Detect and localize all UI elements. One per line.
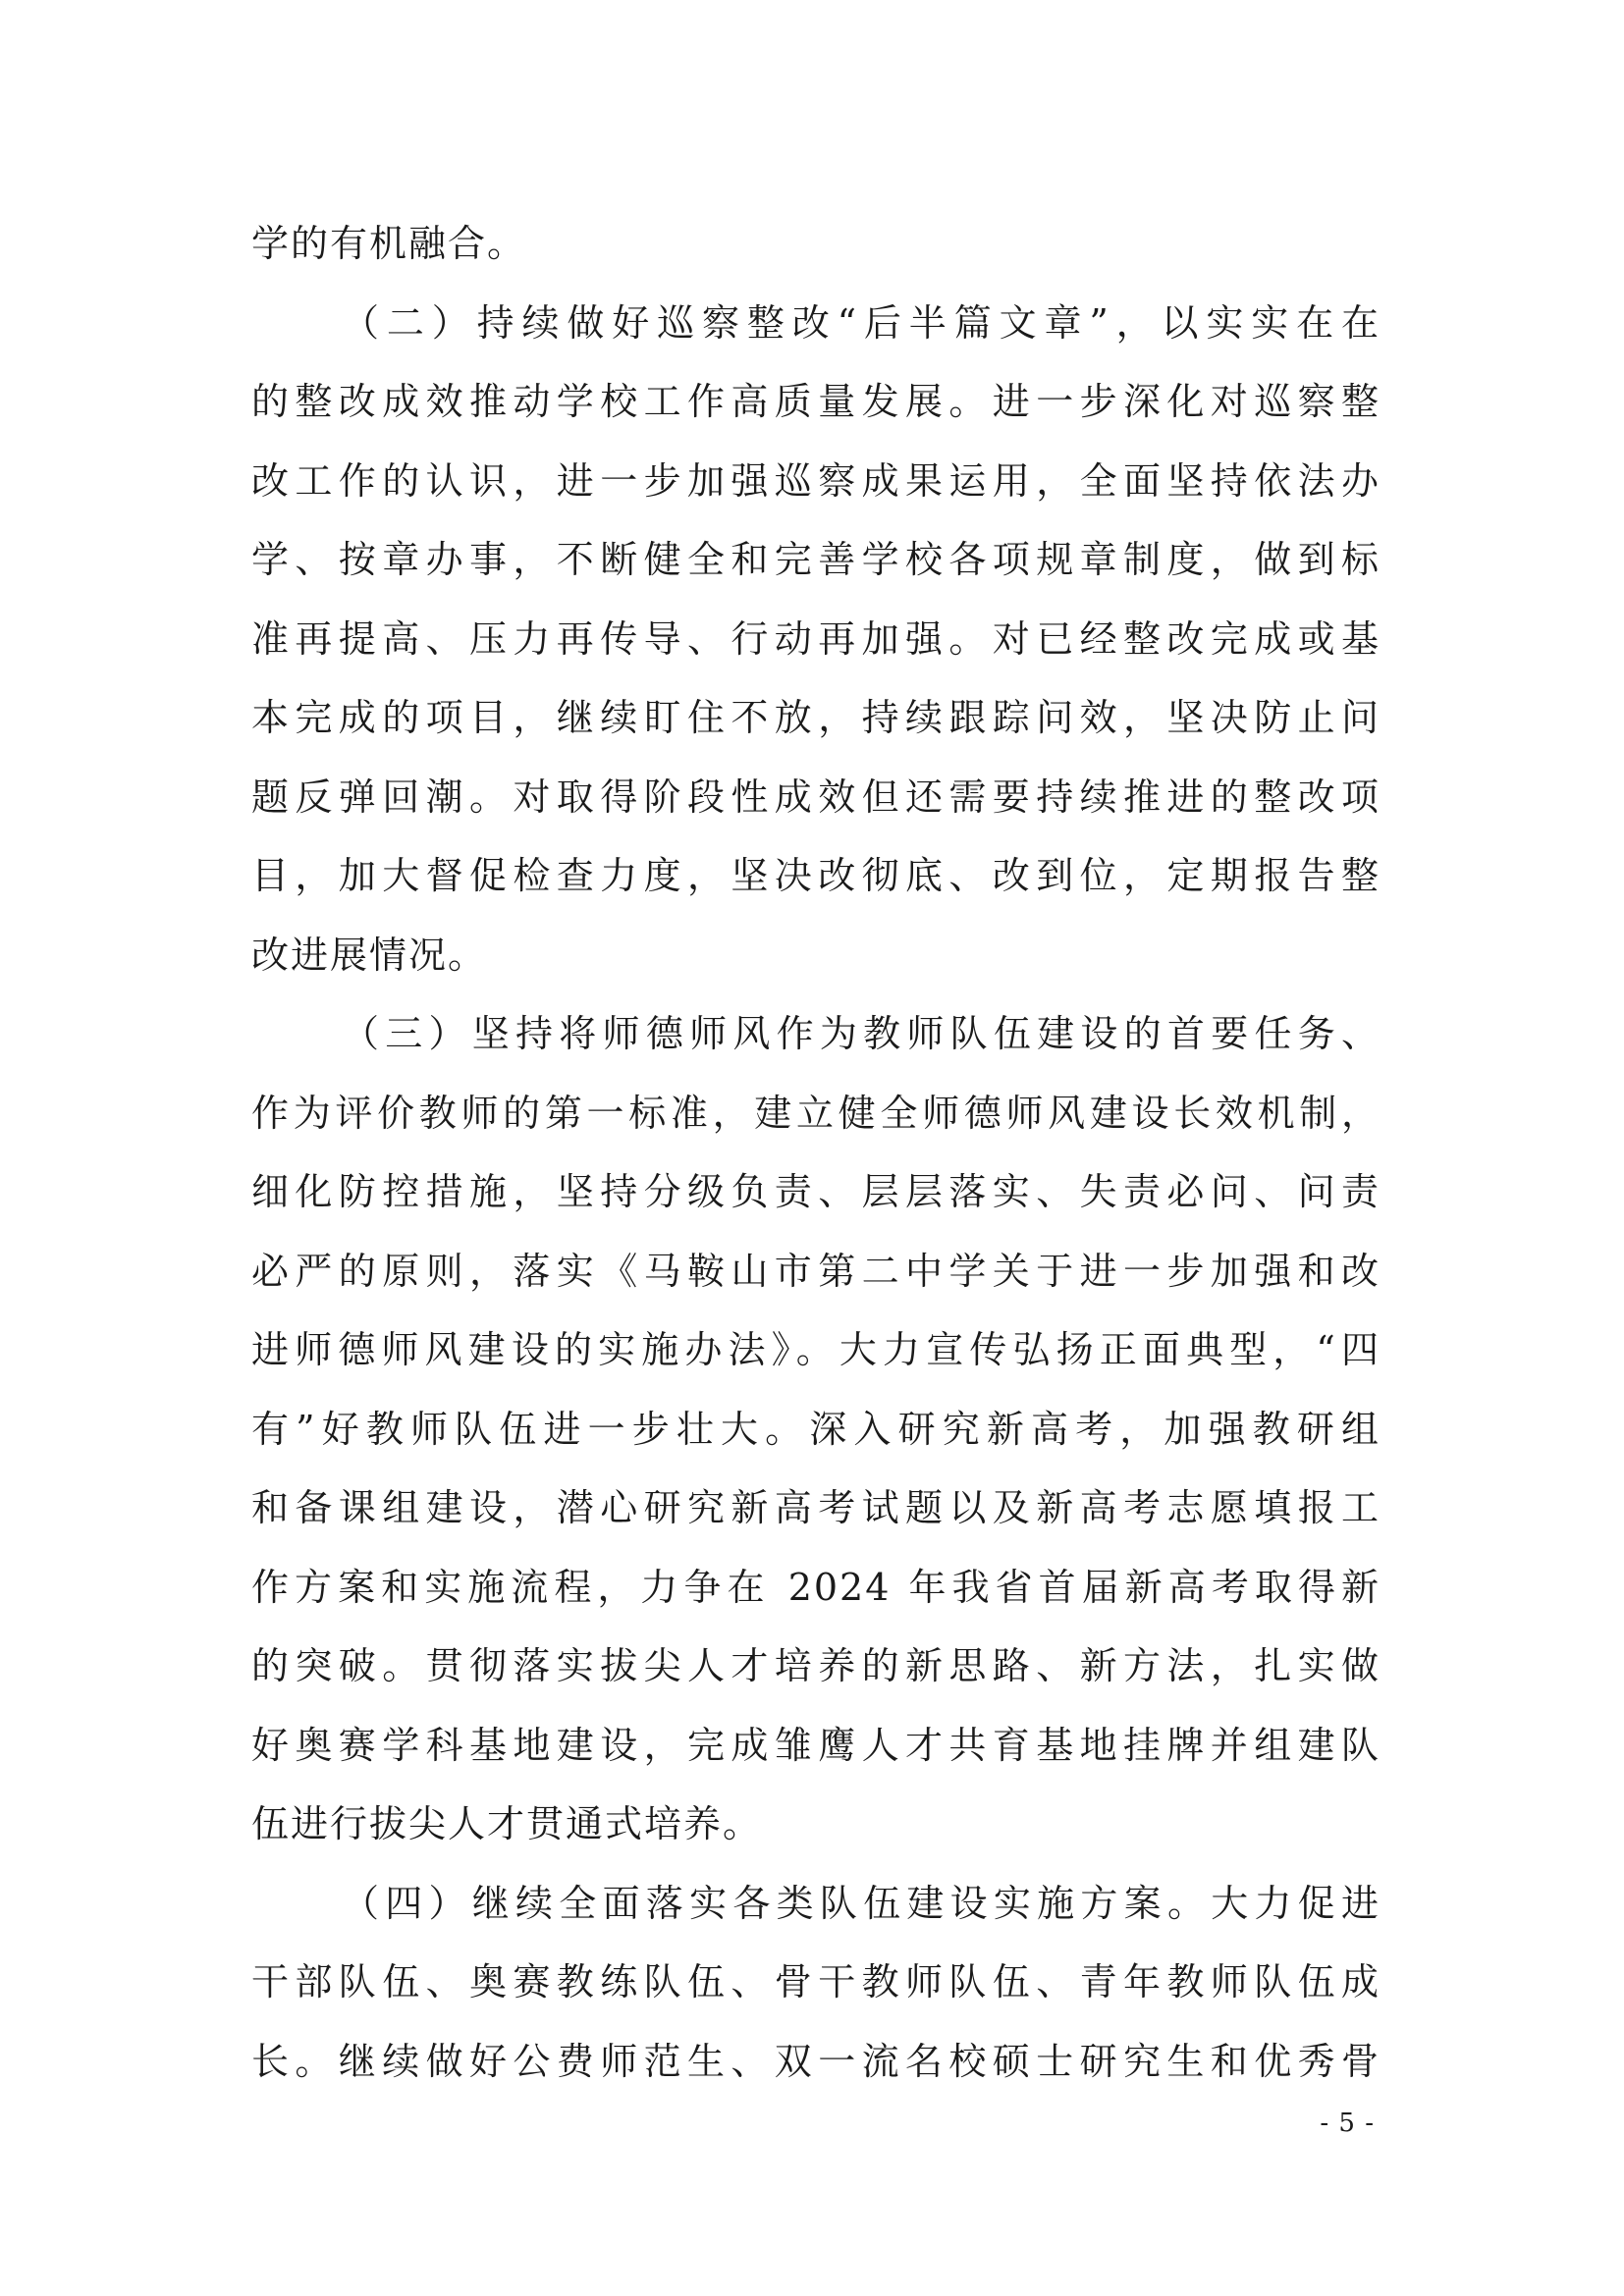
text-line: 伍进行拔尖人才贯通式培养。 [251,1802,763,1845]
text-line: 学、按章办事，不断健全和完善学校各项规章制度，做到标 [251,538,1380,581]
text-line: 进师德师风建设的实施办法》。大力宣传弘扬正面典型，“四 [251,1328,1380,1371]
text-line: （三）坚持将师德师风作为教师队伍建设的首要任务、 [342,1012,1380,1055]
text-line: 有”好教师队伍进一步壮大。深入研究新高考，加强教研组 [251,1407,1380,1451]
text-line: （二）持续做好巡察整改“后半篇文章”，以实实在在 [342,300,1380,345]
text-line: 的突破。贯彻落实拔尖人才培养的新思路、新方法，扎实做 [251,1644,1380,1687]
text-line: 作方案和实施流程，力争在 2024 年我省首届新高考取得新 [251,1565,1380,1609]
text-line: 长。继续做好公费师范生、双一流名校硕士研究生和优秀骨 [251,2039,1380,2083]
text-line: 和备课组建设，潜心研究新高考试题以及新高考志愿填报工 [251,1486,1380,1529]
text-line: 改进展情况。 [251,933,488,977]
text-line: 干部队伍、奥赛教练队伍、骨干教师队伍、青年教师队伍成 [251,1960,1380,2003]
text-line: 题反弹回潮。对取得阶段性成效但还需要持续推进的整改项 [251,774,1380,819]
text-line: 本完成的项目，继续盯住不放，持续跟踪问效，坚决防止问 [251,696,1380,739]
text-line: 准再提高、压力再传导、行动再加强。对已经整改完成或基 [251,616,1380,661]
text-line: 好奥赛学科基地建设，完成雏鹰人才共育基地挂牌并组建队 [251,1723,1380,1767]
text-line: 作为评价教师的第一标准，建立健全师德师风建设长效机制， [251,1091,1380,1135]
text-line: 细化防控措施，坚持分级负责、层层落实、失责必问、问责 [251,1170,1380,1213]
text-line: 的整改成效推动学校工作高质量发展。进一步深化对巡察整 [251,380,1380,423]
page-number: - 5 - [1320,2109,1375,2138]
text-line: 目，加大督促检查力度，坚决改彻底、改到位，定期报告整 [251,854,1380,897]
text-line: （四）继续全面落实各类队伍建设实施方案。大力促进 [342,1881,1380,1925]
text-line: 改工作的认识，进一步加强巡察成果运用，全面坚持依法办 [251,458,1380,503]
body-text [251,204,1380,2101]
text-line: 必严的原则，落实《马鞍山市第二中学关于进一步加强和改 [251,1249,1380,1293]
text-line: 学的有机融合。 [251,222,527,265]
